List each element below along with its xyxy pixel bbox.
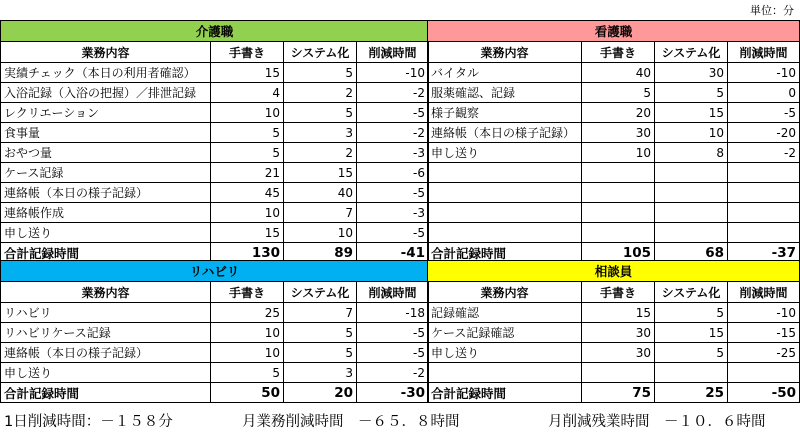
task-cell: バイタル: [428, 63, 582, 83]
table-row: [428, 63, 800, 83]
value-cell: -5: [357, 103, 429, 123]
task-cell: 申し送り: [1, 223, 211, 243]
value-cell: [582, 223, 655, 243]
table-row: [428, 103, 800, 123]
value-cell: -5: [728, 103, 800, 123]
table-row: [428, 363, 800, 383]
table-row: [428, 123, 800, 143]
value-cell: 5: [284, 103, 357, 123]
value-cell: 10: [284, 223, 357, 243]
table-row: [428, 143, 800, 163]
task-cell: 様子観察: [428, 103, 582, 123]
column-header-row: [428, 42, 800, 63]
value-cell: 5: [211, 143, 284, 163]
task-cell: [428, 363, 582, 383]
table-row: [1, 103, 429, 123]
task-cell: 申し送り: [428, 343, 582, 363]
task-cell: 申し送り: [428, 143, 582, 163]
table-row: [428, 83, 800, 103]
table-row: [1, 343, 429, 363]
total-label: 合計記録時間: [1, 383, 211, 403]
column-header-row: [1, 42, 429, 63]
task-cell: [428, 203, 582, 223]
task-cell: 食事量: [1, 123, 211, 143]
value-cell: -5: [357, 343, 429, 363]
monthly-overtime-reduction: 月削減残業時間 －１０．６時間: [548, 414, 766, 430]
value-cell: [655, 183, 728, 203]
value-cell: [655, 163, 728, 183]
value-cell: 5: [284, 63, 357, 83]
value-cell: 30: [582, 323, 655, 343]
column-header: 削減時間: [728, 42, 800, 63]
column-header: システム化: [284, 282, 357, 303]
table-row: [428, 303, 800, 323]
table-row: [1, 143, 429, 163]
table-row: [1, 163, 429, 183]
total-value: -30: [357, 383, 429, 403]
value-cell: -10: [357, 63, 429, 83]
table-row: [1, 123, 429, 143]
total-label: 合計記録時間: [428, 383, 582, 403]
value-cell: 2: [284, 143, 357, 163]
task-cell: 連絡帳作成: [1, 203, 211, 223]
value-cell: [728, 203, 800, 223]
column-header: 手書き: [211, 42, 284, 63]
value-cell: 21: [211, 163, 284, 183]
total-value: -41: [357, 243, 429, 263]
table-row: [1, 363, 429, 383]
value-cell: 5: [211, 363, 284, 383]
table-row: [428, 223, 800, 243]
task-cell: レクリエーション: [1, 103, 211, 123]
column-header: 業務内容: [1, 42, 211, 63]
value-cell: 15: [582, 303, 655, 323]
column-header: 手書き: [211, 282, 284, 303]
table-row: [428, 183, 800, 203]
value-cell: 30: [582, 343, 655, 363]
task-cell: 記録確認: [428, 303, 582, 323]
value-cell: 15: [655, 103, 728, 123]
value-cell: 8: [655, 143, 728, 163]
task-cell: ケース記録確認: [428, 323, 582, 343]
value-cell: -2: [357, 363, 429, 383]
task-cell: 連絡帳（本日の様子記録）: [428, 123, 582, 143]
value-cell: 25: [211, 303, 284, 323]
value-cell: [728, 183, 800, 203]
value-cell: [582, 183, 655, 203]
task-cell: [428, 163, 582, 183]
section-title: リハビリ: [1, 261, 429, 282]
table-row: [1, 223, 429, 243]
total-value: 68: [655, 243, 728, 263]
column-header: システム化: [655, 282, 728, 303]
value-cell: -5: [357, 183, 429, 203]
column-header: 業務内容: [428, 282, 582, 303]
value-cell: 5: [284, 343, 357, 363]
task-cell: 服薬確認、記録: [428, 83, 582, 103]
table-row: [1, 63, 429, 83]
value-cell: 5: [284, 323, 357, 343]
total-label: 合計記録時間: [428, 243, 582, 263]
value-cell: 5: [582, 83, 655, 103]
task-cell: リハビリケース記録: [1, 323, 211, 343]
task-cell: [428, 223, 582, 243]
column-header: 手書き: [582, 42, 655, 63]
section-title: 相談員: [428, 261, 800, 282]
value-cell: -15: [728, 323, 800, 343]
table-row: [428, 343, 800, 363]
table-row: [428, 163, 800, 183]
section-title: 介護職: [1, 21, 429, 42]
value-cell: [655, 203, 728, 223]
value-cell: [655, 223, 728, 243]
column-header: 手書き: [582, 282, 655, 303]
table-row: [1, 203, 429, 223]
column-header: 削減時間: [357, 42, 429, 63]
value-cell: 10: [582, 143, 655, 163]
value-cell: 15: [655, 323, 728, 343]
table-row: [428, 203, 800, 223]
value-cell: 40: [582, 63, 655, 83]
value-cell: 4: [211, 83, 284, 103]
value-cell: 10: [211, 343, 284, 363]
value-cell: 15: [211, 63, 284, 83]
value-cell: -25: [728, 343, 800, 363]
value-cell: -3: [357, 203, 429, 223]
value-cell: -10: [728, 63, 800, 83]
task-cell: おやつ量: [1, 143, 211, 163]
value-cell: -10: [728, 303, 800, 323]
value-cell: -3: [357, 143, 429, 163]
value-cell: 10: [655, 123, 728, 143]
value-cell: 45: [211, 183, 284, 203]
table-row: [1, 83, 429, 103]
total-value: 50: [211, 383, 284, 403]
value-cell: -5: [357, 323, 429, 343]
value-cell: 10: [211, 103, 284, 123]
section-header-row: [1, 21, 429, 42]
value-cell: [728, 363, 800, 383]
section-header-row: [1, 261, 429, 282]
value-cell: [582, 163, 655, 183]
task-cell: 実績チェック（本日の利用者確認）: [1, 63, 211, 83]
value-cell: [582, 363, 655, 383]
value-cell: -5: [357, 223, 429, 243]
total-value: -50: [728, 383, 800, 403]
column-header: 削減時間: [357, 282, 429, 303]
section-header-row: [428, 261, 800, 282]
task-cell: 入浴記録（入浴の把握）／排泄記録: [1, 83, 211, 103]
task-cell: [428, 183, 582, 203]
value-cell: 40: [284, 183, 357, 203]
section-header-row: [428, 21, 800, 42]
total-value: -37: [728, 243, 800, 263]
total-value: 75: [582, 383, 655, 403]
value-cell: [655, 363, 728, 383]
task-cell: 連絡帳（本日の様子記録）: [1, 343, 211, 363]
column-header: システム化: [284, 42, 357, 63]
rehab-table: [0, 260, 429, 403]
column-header-row: [1, 282, 429, 303]
value-cell: 30: [582, 123, 655, 143]
value-cell: -6: [357, 163, 429, 183]
kango-table: [427, 20, 800, 263]
total-value: 89: [284, 243, 357, 263]
kaigo-table: [0, 20, 429, 263]
value-cell: 30: [655, 63, 728, 83]
value-cell: 5: [655, 83, 728, 103]
value-cell: [582, 203, 655, 223]
task-cell: 申し送り: [1, 363, 211, 383]
value-cell: -18: [357, 303, 429, 323]
value-cell: 3: [284, 363, 357, 383]
value-cell: 5: [655, 343, 728, 363]
value-cell: 0: [728, 83, 800, 103]
value-cell: [728, 223, 800, 243]
value-cell: -2: [357, 83, 429, 103]
column-header: 削減時間: [728, 282, 800, 303]
table-row: [1, 183, 429, 203]
column-header: システム化: [655, 42, 728, 63]
total-row: [1, 383, 429, 403]
daily-reduction: 1日削減時間：－１５８分: [4, 414, 173, 430]
summary-footer: [0, 407, 800, 431]
value-cell: 5: [211, 123, 284, 143]
value-cell: 10: [211, 203, 284, 223]
total-value: 105: [582, 243, 655, 263]
total-value: 25: [655, 383, 728, 403]
value-cell: -20: [728, 123, 800, 143]
task-cell: ケース記録: [1, 163, 211, 183]
task-cell: リハビリ: [1, 303, 211, 323]
soudan-table: [427, 260, 800, 403]
monthly-reduction: 月業務削減時間 －６５．８時間: [242, 414, 460, 430]
section-title: 看護職: [428, 21, 800, 42]
column-header: 業務内容: [428, 42, 582, 63]
total-value: 20: [284, 383, 357, 403]
table-row: [428, 323, 800, 343]
value-cell: -2: [728, 143, 800, 163]
value-cell: 20: [582, 103, 655, 123]
value-cell: 10: [211, 323, 284, 343]
value-cell: 15: [211, 223, 284, 243]
value-cell: 3: [284, 123, 357, 143]
value-cell: [728, 163, 800, 183]
total-row: [428, 383, 800, 403]
value-cell: 2: [284, 83, 357, 103]
value-cell: 7: [284, 303, 357, 323]
column-header-row: [428, 282, 800, 303]
task-cell: 連絡帳（本日の様子記録）: [1, 183, 211, 203]
total-value: 130: [211, 243, 284, 263]
value-cell: 5: [655, 303, 728, 323]
value-cell: 7: [284, 203, 357, 223]
value-cell: 15: [284, 163, 357, 183]
table-row: [1, 303, 429, 323]
total-label: 合計記録時間: [1, 243, 211, 263]
value-cell: -2: [357, 123, 429, 143]
unit-label: 単位：分: [750, 4, 794, 17]
column-header: 業務内容: [1, 282, 211, 303]
table-row: [1, 323, 429, 343]
